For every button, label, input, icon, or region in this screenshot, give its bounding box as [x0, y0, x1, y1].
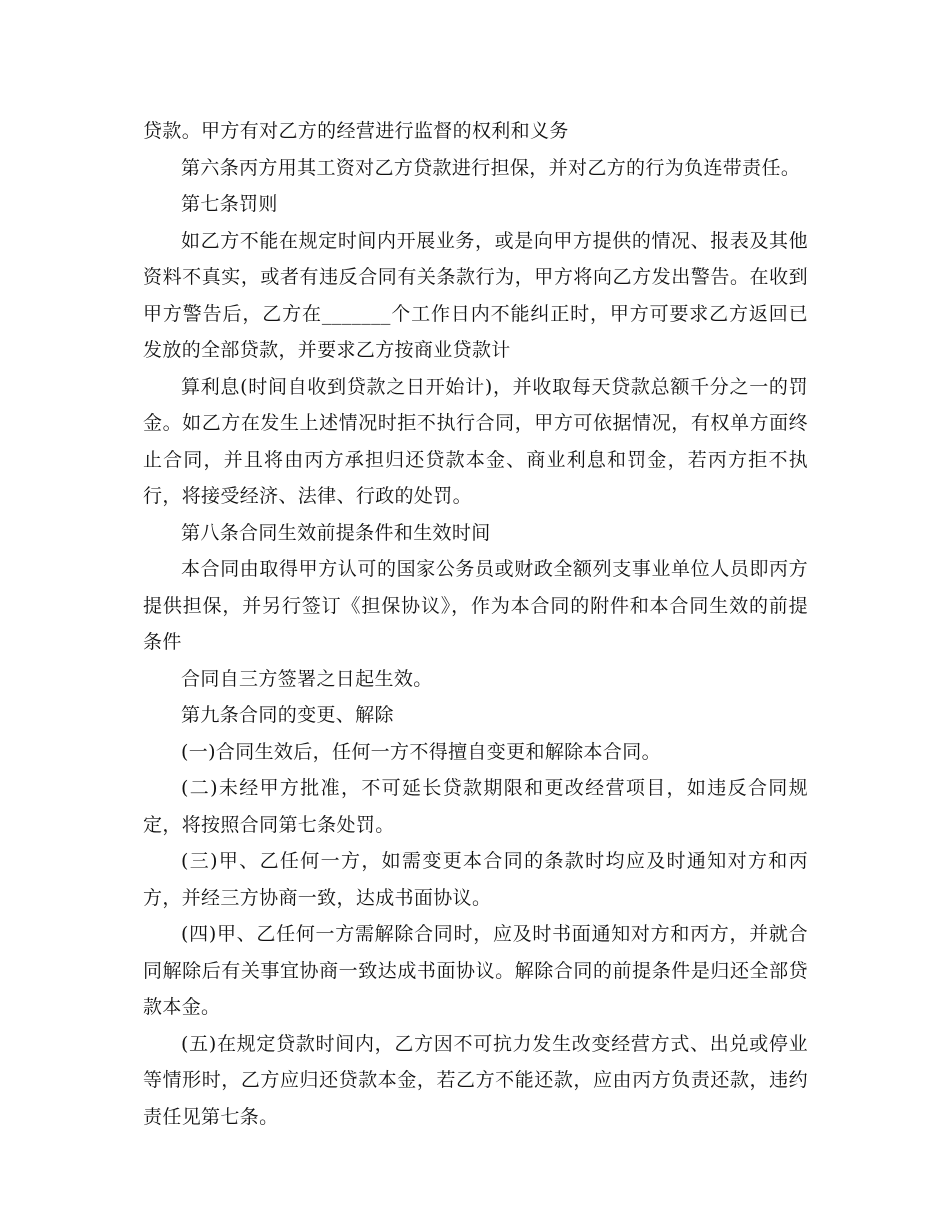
paragraph-article-8-effective: 合同自三方签署之日起生效。 — [181, 667, 433, 690]
paragraph-article-9-item-5: (五)在规定贷款时间内，乙方因不可抗力发生改变经营方式、出兑或停业等情形时，乙方应归还贷款本金，若乙方不能还款，应由丙方负责还款，违约责任见第七条。 — [143, 1032, 808, 1128]
document-body — [143, 113, 808, 1135]
paragraph-article-9-item-1: (一)合同生效后，任何一方不得擅自变更和解除本合同。 — [181, 740, 661, 763]
paragraph-article-8-guarantee: 本合同由取得甲方认可的国家公务员或财政全额列支事业单位人员即丙方提供担保，并另行签订《担保协议》，作为本合同的附件和本合同生效的前提条件 — [143, 558, 808, 653]
paragraph-article-6: 第六条丙方用其工资对乙方贷款进行担保，并对乙方的行为负连带责任。 — [181, 156, 801, 179]
paragraph-loan-supervision: 贷款。甲方有对乙方的经营进行监督的权利和义务 — [143, 120, 569, 142]
paragraph-article-9-item-2: (二)未经甲方批准，不可延长贷款期限和更改经营项目，如违反合同规定，将按照合同第七条处罚。 — [143, 777, 808, 836]
paragraph-article-9-item-3: (三)甲、乙任何一方，如需变更本合同的条款时均应及时通知对方和丙方，并经三方协商一致，达成书面协议。 — [143, 850, 808, 909]
paragraph-article-7-warning: 如乙方不能在规定时间内开展业务，或是向甲方提供的情况、报表及其他资料不真实，或者有违反合同有关条款行为，甲方将向乙方发出警告。在收到甲方警告后，乙方在_______个工作日内不能纠正时，甲方可要求乙方返回已发放的全部贷款，并要求乙方按商业贷款计 — [143, 229, 808, 361]
paragraph-article-7-penalty: 算利息(时间自收到贷款之日开始计)，并收取每天贷款总额千分之一的罚金。如乙方在发生上述情况时拒不执行合同，甲方可依据情况，有权单方面终止合同，并且将由丙方承担归还贷款本金、商业利息和罚金，若丙方拒不执行，将接受经济、法律、行政的处罚。 — [143, 375, 808, 507]
heading-article-9: 第九条合同的变更、解除 — [181, 704, 394, 726]
paragraph-article-9-item-4: (四)甲、乙任何一方需解除合同时，应及时书面通知对方和丙方，并就合同解除后有关事宜协商一致达成书面协议。解除合同的前提条件是归还全部贷款本金。 — [143, 923, 808, 1018]
heading-article-8: 第八条合同生效前提条件和生效时间 — [181, 521, 491, 544]
heading-article-7: 第七条罚则 — [181, 193, 278, 215]
